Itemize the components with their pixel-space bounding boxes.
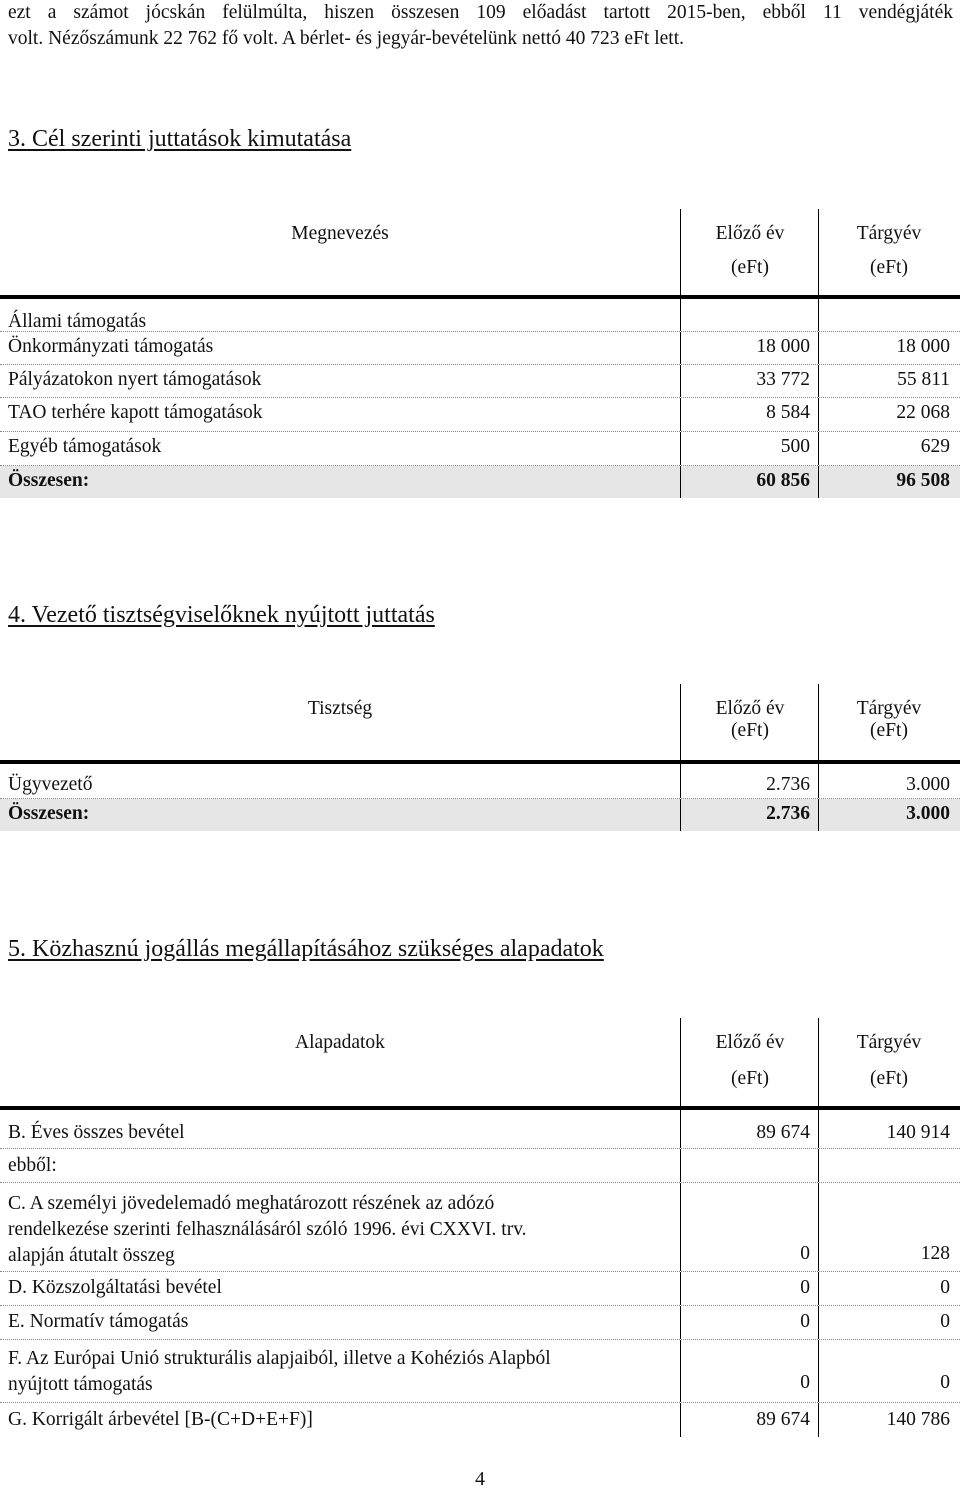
table-row: E. Normatív támogatás 0 0 bbox=[0, 1306, 960, 1340]
header-prev: Előző év bbox=[715, 223, 785, 244]
header-prev-unit: (eFt) bbox=[731, 257, 769, 278]
table-row: TAO terhére kapott támogatások 8 584 22 068 bbox=[0, 398, 960, 432]
section-3-table bbox=[0, 209, 960, 498]
page-number: 4 bbox=[475, 1468, 485, 1490]
table-header bbox=[0, 209, 960, 299]
table-row: Ügyvezető 2.736 3.000 bbox=[0, 764, 960, 799]
table-header: Alapadatok Előző év (eFt) Tárgyév (eFt) bbox=[0, 1018, 960, 1110]
header-curr-unit: (eFt) bbox=[870, 257, 908, 278]
table-row: D. Közszolgáltatási bevétel 0 0 bbox=[0, 1272, 960, 1306]
intro-line-1: ezt a számot jócskán felülmúlta, hiszen összesen 109 előadást tartott 2015-ben, ebből 11 vendégjáték bbox=[8, 2, 953, 23]
table-row: G. Korrigált árbevétel [B-(C+D+E+F)] 89 674 140 786 bbox=[0, 1403, 960, 1437]
total-row: Összesen: 2.736 3.000 bbox=[0, 799, 960, 831]
table-row: Állami támogatás bbox=[0, 299, 960, 332]
table-row: C. A személyi jövedelemadó meghatározott részének az adózó rendelkezése szerinti felhasználásáról szóló 1996. évi CXXVI. trv. alapján átutalt összeg 0 128 bbox=[0, 1183, 960, 1272]
table-row: ebből: bbox=[0, 1149, 960, 1183]
section-3-title: 3. Cél szerinti juttatások kimutatása bbox=[8, 126, 352, 152]
section-4-table bbox=[0, 684, 960, 831]
section-4-title: 4. Vezető tisztségviselőknek nyújtott juttatás bbox=[8, 602, 435, 628]
header-curr: Tárgyév bbox=[856, 223, 922, 244]
intro-line-2: volt. Nézőszámunk 22 762 fő volt. A bérlet- és jegyár-bevételünk nettó 40 723 eFt lett. bbox=[8, 28, 684, 49]
table-row: B. Éves összes bevétel 89 674 140 914 bbox=[0, 1110, 960, 1149]
table-row: Önkormányzati támogatás 18 000 18 000 bbox=[0, 332, 960, 365]
section-5-table bbox=[0, 1018, 960, 1437]
table-header: Tisztség Előző év (eFt) Tárgyév (eFt) bbox=[0, 684, 960, 764]
intro-paragraph bbox=[8, 0, 953, 52]
table-row: F. Az Európai Unió strukturális alapjaiból, illetve a Kohéziós Alapból nyújtott támogatás 0 0 bbox=[0, 1340, 960, 1403]
section-5-title: 5. Közhasznú jogállás megállapításához szükséges alapadatok bbox=[8, 936, 604, 962]
table-row: Egyéb támogatások 500 629 bbox=[0, 432, 960, 466]
header-name: Megnevezés bbox=[291, 223, 389, 244]
table-row: Pályázatokon nyert támogatások 33 772 55 811 bbox=[0, 365, 960, 398]
total-row: Összesen: 60 856 96 508 bbox=[0, 466, 960, 498]
